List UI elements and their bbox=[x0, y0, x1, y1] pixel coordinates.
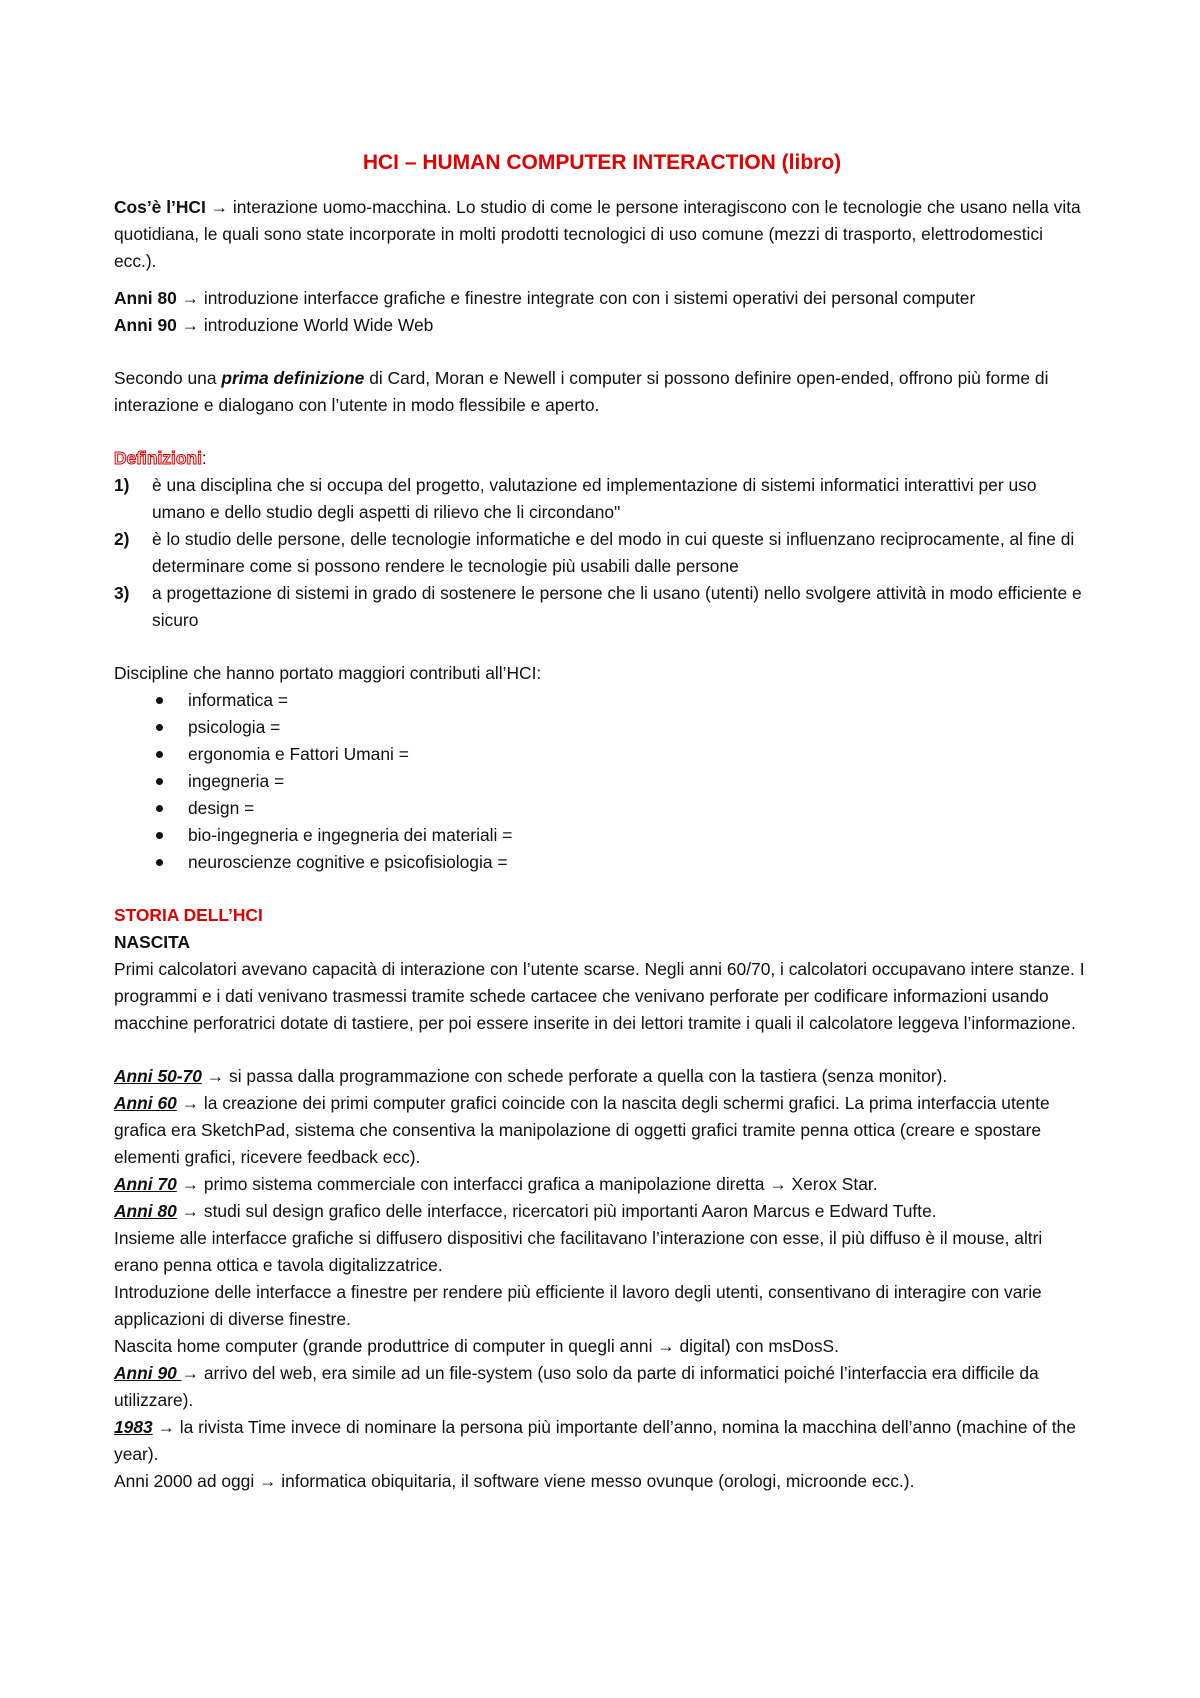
bullet-icon bbox=[156, 805, 163, 812]
decade-label: Anni 90 bbox=[114, 315, 177, 335]
decade-text: introduzione interfacce grafiche e finestre integrate con con i sistemi operativi dei personal computer bbox=[199, 288, 976, 308]
history-text: primo sistema commerciale con interfacci grafica a manipolazione diretta bbox=[199, 1174, 770, 1194]
card-def-post: di Card, Moran e Newell i computer si possono definire open-ended, offrono più forme di interazione e dialogano con l’utente in modo flessibile e aperto. bbox=[114, 368, 1049, 415]
history-label: Anni 90 bbox=[114, 1363, 182, 1383]
arrow-icon: → bbox=[181, 1093, 200, 1113]
card-def-pre: Secondo una bbox=[114, 368, 222, 388]
definition-text: a progettazione di sistemi in grado di sostenere le persone che li usano (utenti) nello svolgere attività in modo efficiente e sicuro bbox=[152, 583, 1082, 630]
discipline-text: bio-ingegneria e ingegneria dei materiali = bbox=[188, 825, 513, 845]
definition-text: è una disciplina che si occupa del progetto, valutazione ed implementazione di sistemi informatici interattivi per uso umano e dello studio degli aspetti di rilievo che li circondano" bbox=[152, 475, 1037, 522]
intro-text: interazione uomo-macchina. Lo studio di come le persone interagiscono con le tecnologie che usano nella vita quotidiana, le quali sono state incorporate in molti prodotti tecnologici di uso comune (mezzi di trasporto, elettrodomestici ecc.). bbox=[114, 197, 1081, 271]
home-post: digital) con msDosS. bbox=[674, 1336, 839, 1356]
arrow-icon: → bbox=[657, 1336, 675, 1356]
history-windows-paragraph: Introduzione delle interfacce a finestre per rendere più efficiente il lavoro degli utenti, consentivano di interagire con varie applicazioni di diverse finestre. bbox=[114, 1282, 1042, 1329]
list-item bbox=[114, 472, 1090, 526]
discipline-text: psicologia = bbox=[188, 717, 281, 737]
arrow-icon: → bbox=[181, 1201, 200, 1221]
history-anni-2000 bbox=[114, 1468, 1090, 1495]
page-title: HCI – HUMAN COMPUTER INTERACTION (libro) bbox=[362, 151, 842, 174]
decade-text: introduzione World Wide Web bbox=[199, 315, 434, 335]
history-anni-60 bbox=[114, 1090, 1090, 1171]
list-item bbox=[114, 580, 1090, 634]
arrow-icon: → bbox=[181, 1363, 200, 1383]
history-anni-80 bbox=[114, 1198, 1090, 1225]
list-item bbox=[114, 741, 1090, 768]
arrow-icon: → bbox=[769, 1174, 787, 1194]
definition-text: è lo studio delle persone, delle tecnologie informatiche e del modo in cui queste si influenzano reciprocamente, al fine di determinare come si possono rendere le tecnologie più usabili dalle persone bbox=[152, 529, 1075, 576]
bullet-icon bbox=[156, 859, 163, 866]
bullet-icon bbox=[156, 697, 163, 704]
bullet-icon bbox=[156, 724, 163, 731]
history-label: 1983 bbox=[114, 1417, 153, 1437]
list-item bbox=[114, 768, 1090, 795]
history-text: studi sul design grafico delle interfacce, ricercatori più importanti Aaron Marcus e Edward Tufte. bbox=[199, 1201, 937, 1221]
history-text-tail: Xerox Star. bbox=[786, 1174, 878, 1194]
discipline-text: ingegneria = bbox=[188, 771, 285, 791]
history-label: Anni 80 bbox=[114, 1201, 177, 1221]
intro-lead: Cos’è l’HCI bbox=[114, 197, 206, 217]
list-item bbox=[114, 795, 1090, 822]
history-subheading: NASCITA bbox=[114, 932, 190, 952]
discipline-text: neuroscienze cognitive e psicofisiologia = bbox=[188, 852, 508, 872]
history-paragraph: Primi calcolatori avevano capacità di interazione con l’utente scarse. Negli anni 60/70, i calcolatori occupavano intere stanze. I programmi e i dati venivano trasmessi tramite schede cartacee che venivano perforate per codificare informazioni usando macchine perforatrici dotate di tastiere, per poi essere inserite in dei lettori tramite i quali il calcolatore leggeva l’informazione. bbox=[114, 959, 1085, 1033]
discipline-text: design = bbox=[188, 798, 255, 818]
list-item bbox=[114, 822, 1090, 849]
definitions-colon: : bbox=[201, 448, 207, 468]
arrow-icon: → bbox=[259, 1471, 277, 1491]
definitions-title: Definizioni bbox=[114, 448, 202, 468]
history-text: arrivo del web, era simile ad un file-system (uso solo da parte di informatici poiché l’interfaccia era difficile da utilizzare). bbox=[114, 1363, 1039, 1410]
arrow-icon: → bbox=[157, 1417, 175, 1437]
decade-label: Anni 80 bbox=[114, 288, 177, 308]
history-anni-50-70 bbox=[114, 1063, 1090, 1090]
history-anni-70 bbox=[114, 1171, 1090, 1198]
history-text: si passa dalla programmazione con schede perforate a quella con la tastiera (senza monitor). bbox=[224, 1066, 948, 1086]
list-number: 2) bbox=[114, 529, 130, 549]
history-1983 bbox=[114, 1414, 1090, 1468]
history-label: Anni 50-70 bbox=[114, 1066, 202, 1086]
definitions-heading bbox=[114, 445, 1090, 472]
arrow-icon: → bbox=[181, 288, 200, 308]
history-label: Anni 2000 ad oggi bbox=[114, 1471, 260, 1491]
list-item bbox=[114, 849, 1090, 876]
bullet-icon bbox=[156, 778, 163, 785]
history-heading: STORIA DELL’HCI bbox=[114, 905, 263, 925]
bullet-icon bbox=[156, 751, 163, 758]
list-item bbox=[114, 526, 1090, 580]
definitions-list bbox=[114, 472, 1090, 634]
arrow-icon: → bbox=[206, 1066, 225, 1086]
discipline-text: ergonomia e Fattori Umani = bbox=[188, 744, 409, 764]
bullet-icon bbox=[156, 832, 163, 839]
history-anni-90 bbox=[114, 1360, 1090, 1414]
history-label: Anni 60 bbox=[114, 1093, 177, 1113]
arrow-icon: → bbox=[181, 315, 200, 335]
list-number: 3) bbox=[114, 583, 130, 603]
home-pre: Nascita home computer (grande produttrice di computer in quegli anni bbox=[114, 1336, 658, 1356]
card-definition-paragraph bbox=[114, 365, 1090, 419]
arrow-icon: → bbox=[210, 197, 229, 217]
arrow-icon: → bbox=[181, 1174, 200, 1194]
intro-paragraph bbox=[114, 194, 1090, 275]
history-text: informatica obiquitaria, il software viene messo ovunque (orologi, microonde ecc.). bbox=[276, 1471, 915, 1491]
disciplines-list bbox=[114, 687, 1090, 876]
decade-90 bbox=[114, 312, 1090, 339]
list-number: 1) bbox=[114, 475, 130, 495]
history-text: la creazione dei primi computer grafici coincide con la nascita degli schermi grafici. La prima interfaccia utente grafica era SketchPad, sistema che consentiva la manipolazione di oggetti grafici tramite penna ottica (creare e spostare elementi grafici, ricevere feedback ecc). bbox=[114, 1093, 1050, 1167]
decade-80 bbox=[114, 285, 1090, 312]
discipline-text: informatica = bbox=[188, 690, 289, 710]
card-def-emph: prima definizione bbox=[221, 368, 365, 388]
list-item bbox=[114, 714, 1090, 741]
disciplines-intro: Discipline che hanno portato maggiori contributi all’HCI: bbox=[114, 663, 542, 683]
history-label: Anni 70 bbox=[114, 1174, 177, 1194]
history-home-computer bbox=[114, 1333, 1090, 1360]
history-text: la rivista Time invece di nominare la persona più importante dell’anno, nomina la macchina dell’anno (machine of the year). bbox=[114, 1417, 1076, 1464]
list-item bbox=[114, 687, 1090, 714]
history-mouse-paragraph: Insieme alle interfacce grafiche si diffusero dispositivi che facilitavano l’interazione con esse, il più diffuso è il mouse, altri erano penna ottica e tavola digitalizzatrice. bbox=[114, 1228, 1043, 1275]
